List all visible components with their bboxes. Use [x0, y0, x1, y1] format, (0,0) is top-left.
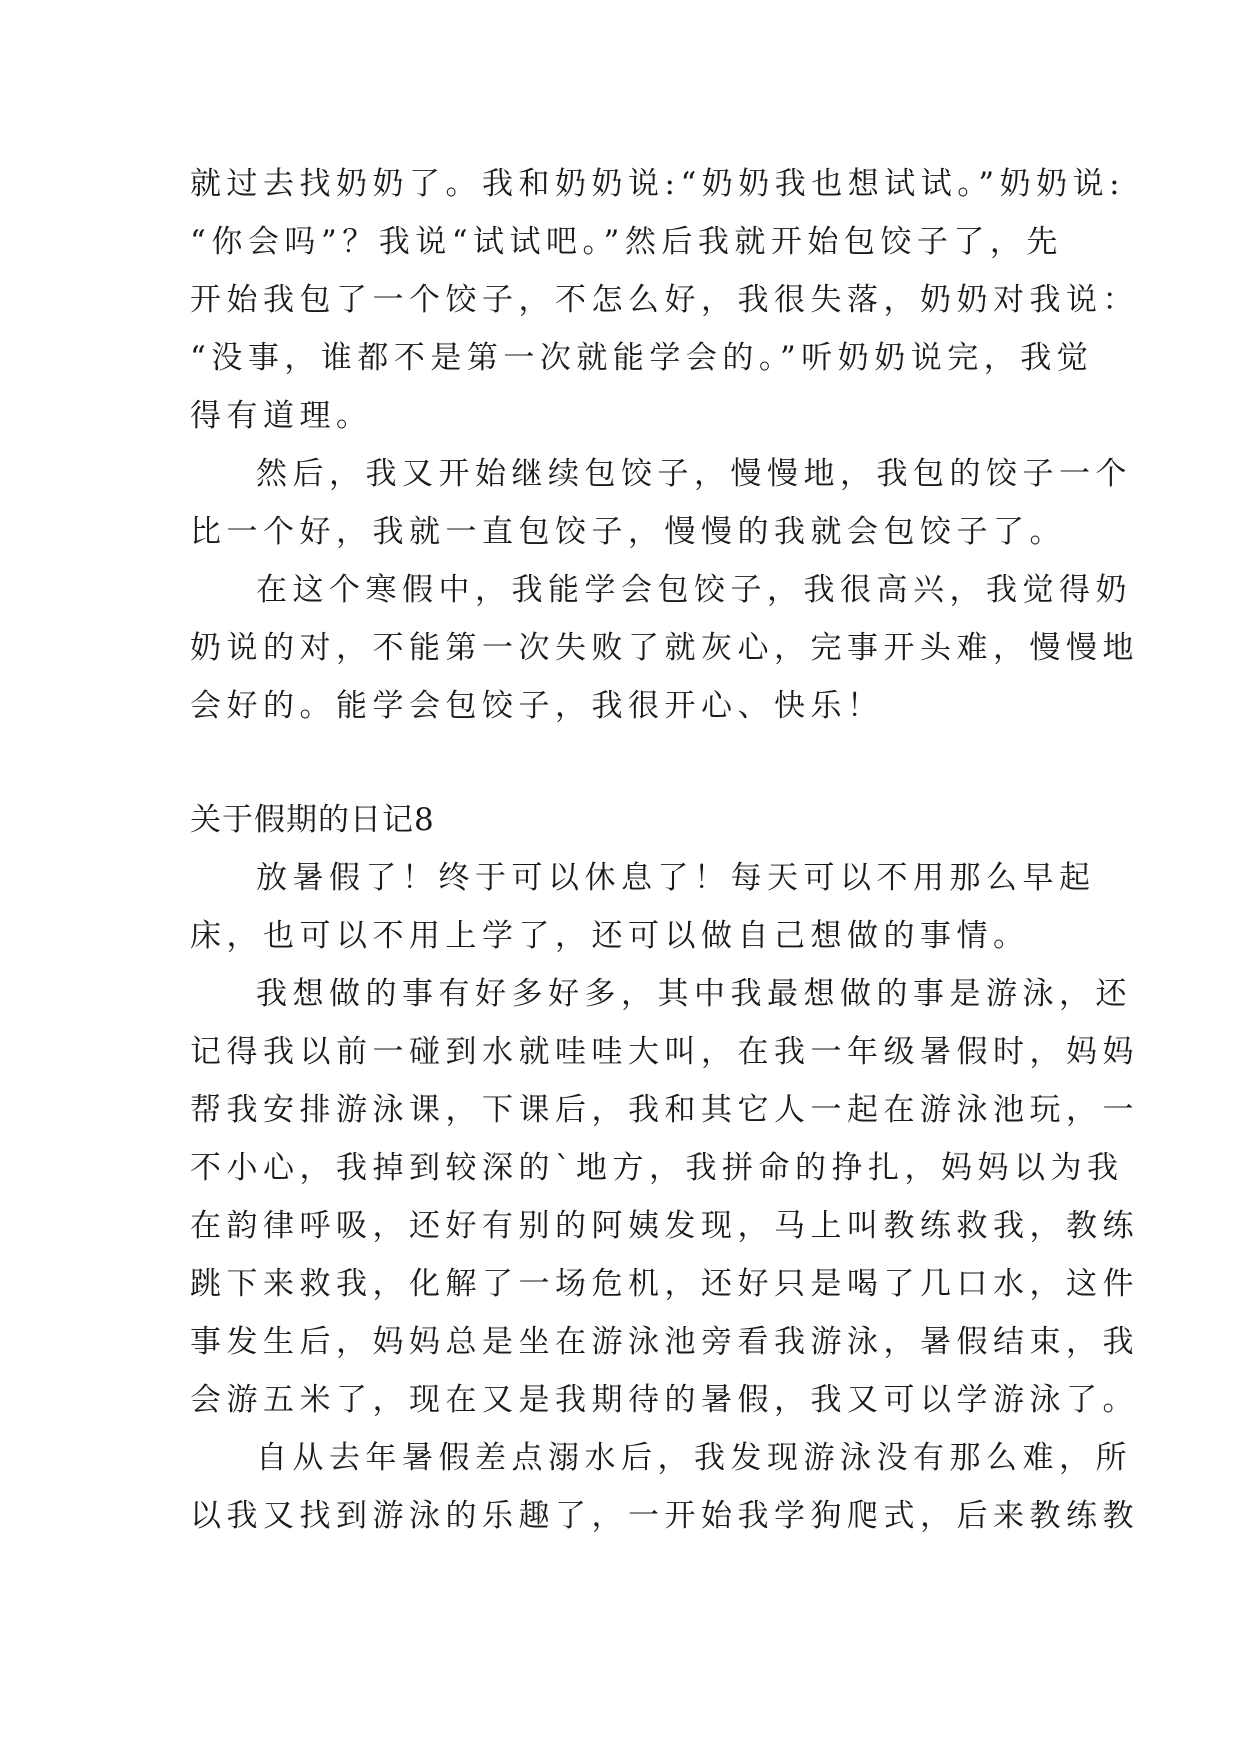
- text-line: 在韵律呼吸，还好有别的阿姨发现，马上叫教练救我，教练: [190, 1208, 1139, 1244]
- text-line: “没事，谁都不是第一次就能学会的。”听奶奶说完，我觉: [190, 340, 1094, 376]
- paragraph-first-line: 自从去年暑假差点溺水后，我发现游泳没有那么难，所: [256, 1440, 1132, 1476]
- text-line: 记得我以前一碰到水就哇哇大叫，在我一年级暑假时，妈妈: [190, 1034, 1139, 1070]
- paragraph-first-line: 我想做的事有好多好多，其中我最想做的事是游泳，还: [256, 976, 1132, 1012]
- text-line: 奶说的对，不能第一次失败了就灰心，完事开头难，慢慢地: [190, 630, 1139, 666]
- text-line: 比一个好，我就一直包饺子，慢慢的我就会包饺子了。: [190, 514, 1066, 550]
- section-title: 关于假期的日记8: [190, 802, 435, 838]
- paragraph-first-line: 然后，我又开始继续包饺子，慢慢地，我包的饺子一个: [256, 456, 1132, 492]
- text-line: 开始我包了一个饺子，不怎么好，我很失落，奶奶对我说：: [190, 282, 1139, 318]
- text-line: 不小心，我掉到较深的`地方，我拼命的挣扎，妈妈以为我: [190, 1150, 1124, 1186]
- text-line: 跳下来救我，化解了一场危机，还好只是喝了几口水，这件: [190, 1266, 1139, 1302]
- text-line: 会游五米了，现在又是我期待的暑假，我又可以学游泳了。: [190, 1382, 1139, 1418]
- text-line: “你会吗”？我说“试试吧。”然后我就开始包饺子了，先: [190, 224, 1063, 260]
- text-line: 事发生后，妈妈总是坐在游泳池旁看我游泳，暑假结束，我: [190, 1324, 1139, 1360]
- text-line: 就过去找奶奶了。我和奶奶说:“奶奶我也想试试。”奶奶说:: [190, 166, 1126, 202]
- text-line: 床，也可以不用上学了，还可以做自己想做的事情。: [190, 918, 1030, 954]
- paragraph-first-line: 放暑假了！终于可以休息了！每天可以不用那么早起: [256, 860, 1096, 896]
- text-line: 帮我安排游泳课，下课后，我和其它人一起在游泳池玩，一: [190, 1092, 1139, 1128]
- text-line: 得有道理。: [190, 398, 373, 434]
- paragraph-first-line: 在这个寒假中，我能学会包饺子，我很高兴，我觉得奶: [256, 572, 1132, 608]
- text-line: 以我又找到游泳的乐趣了，一开始我学狗爬式，后来教练教: [190, 1498, 1139, 1534]
- text-line: 会好的。能学会包饺子，我很开心、快乐！: [190, 688, 884, 724]
